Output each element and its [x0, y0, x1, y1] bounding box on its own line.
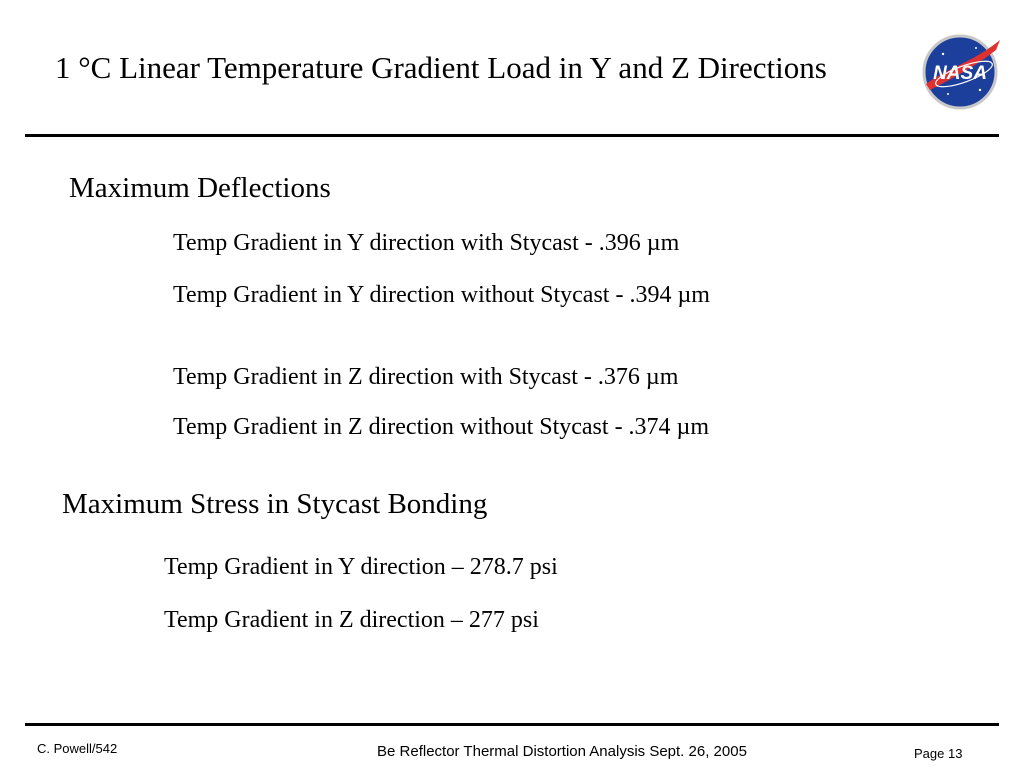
- stress-item-y: Temp Gradient in Y direction – 278.7 psi: [164, 554, 558, 580]
- deflection-item-z-with: Temp Gradient in Z direction with Stycast - .376 µm: [173, 364, 679, 390]
- deflections-heading: Maximum Deflections: [69, 172, 331, 204]
- footer-divider: [25, 723, 999, 726]
- nasa-logo-text: NASA: [933, 63, 987, 84]
- title-divider: [25, 134, 999, 137]
- footer-title: Be Reflector Thermal Distortion Analysis Sept. 26, 2005: [377, 743, 747, 760]
- slide-title: 1 °C Linear Temperature Gradient Load in Y and Z Directions: [55, 50, 827, 85]
- deflection-item-z-without: Temp Gradient in Z direction without Stycast - .374 µm: [173, 414, 710, 440]
- deflection-item-y-without: Temp Gradient in Y direction without Stycast - .394 µm: [173, 282, 710, 308]
- stress-item-z: Temp Gradient in Z direction – 277 psi: [164, 607, 539, 633]
- deflection-item-y-with: Temp Gradient in Y direction with Stycast - .396 µm: [173, 230, 680, 256]
- nasa-logo: [918, 28, 1002, 112]
- page-number: Page 13: [914, 746, 963, 761]
- stress-heading: Maximum Stress in Stycast Bonding: [62, 488, 488, 520]
- footer-author: C. Powell/542: [37, 741, 118, 756]
